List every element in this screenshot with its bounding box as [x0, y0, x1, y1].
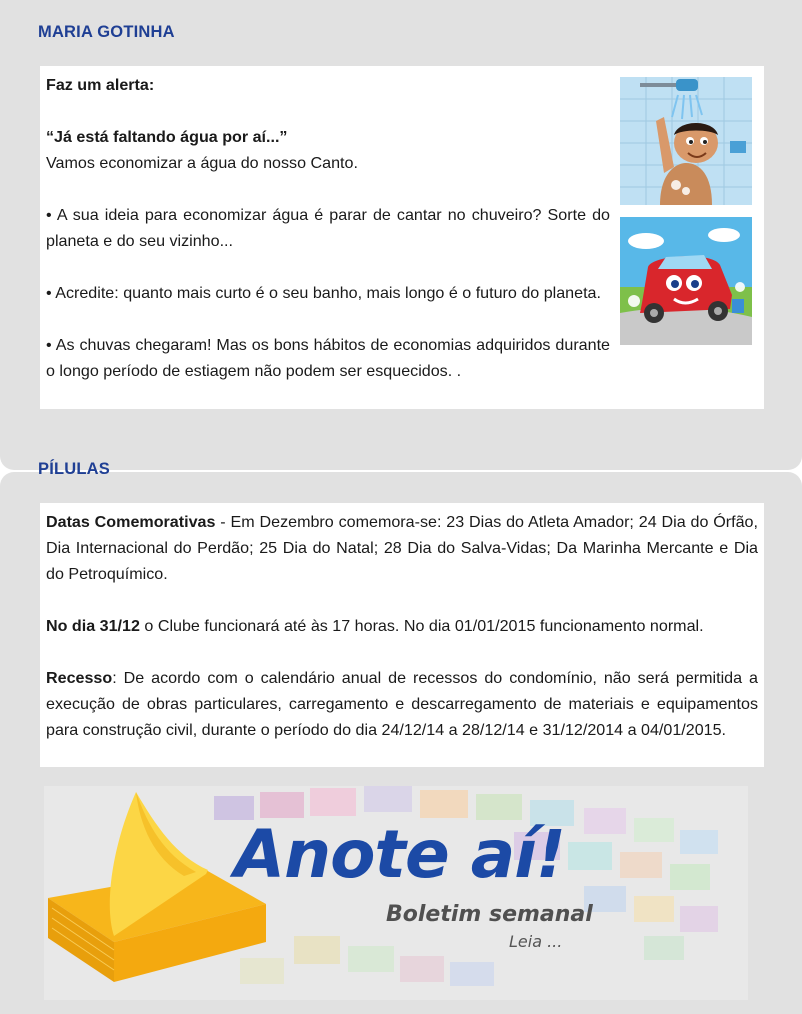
banner-tagline: Leia ... — [509, 932, 563, 951]
car-wash-illustration-icon — [620, 217, 752, 345]
pilula-text: - Em Dezembro comemora-se: 23 Dias do Atleta Amador; 24 Dia do Órfão, Dia Internacional do Perdão; 25 Dia do Natal; 28 Dia do Salva-Vidas; Da Marinha Mercante e Dia do Petroquímico. — [46, 513, 758, 583]
banner-subtitle: Boletim semanal — [386, 902, 593, 927]
bullet-item: • A sua ideia para economizar água é parar de cantar no chuveiro? Sorte do planeta e do seu vizinho... — [46, 206, 610, 250]
alert-lead: Vamos economizar a água do nosso Canto. — [46, 154, 358, 172]
pilulas-heading: PÍLULAS — [38, 460, 110, 478]
pilula-label: No dia 31/12 — [46, 617, 140, 635]
alert-quote: “Já está faltando água por aí...” — [46, 128, 288, 146]
pilula-text: : De acordo com o calendário anual de recessos do condomínio, não será permitida a execução de obras particulares, carregamento e descarregamento de materiais e equipamentos para construção civil, durante o período do dia 24/12/14 a 28/12/14 e 31/12/2014 a 04/01/2015. — [46, 669, 758, 739]
bullet-item: • Acredite: quanto mais curto é o seu banho, mais longo é o futuro do planeta. — [46, 284, 601, 302]
maria-gotinha-heading: MARIA GOTINHA — [38, 23, 175, 41]
pilula-label: Datas Comemorativas — [46, 513, 216, 531]
alert-intro: Faz um alerta: — [46, 76, 155, 94]
banner-title: Anote aí! — [234, 816, 565, 893]
bullet-item: • As chuvas chegaram! Mas os bons hábitos de economias adquiridos durante o longo período de estiagem não podem ser esquecidos. . — [46, 336, 610, 380]
pilula-item — [46, 613, 758, 639]
shower-illustration-icon — [620, 77, 752, 205]
anote-ai-banner — [44, 786, 748, 1000]
pilulas-card — [40, 503, 764, 767]
maria-gotinha-card — [40, 66, 764, 409]
pilula-label: Recesso — [46, 669, 113, 687]
pilula-item — [46, 509, 758, 587]
pilula-item — [46, 665, 758, 743]
pilulas-text — [46, 509, 758, 743]
maria-gotinha-text — [46, 72, 610, 384]
pilula-text: o Clube funcionará até às 17 horas. No dia 01/01/2015 funcionamento normal. — [139, 617, 704, 635]
